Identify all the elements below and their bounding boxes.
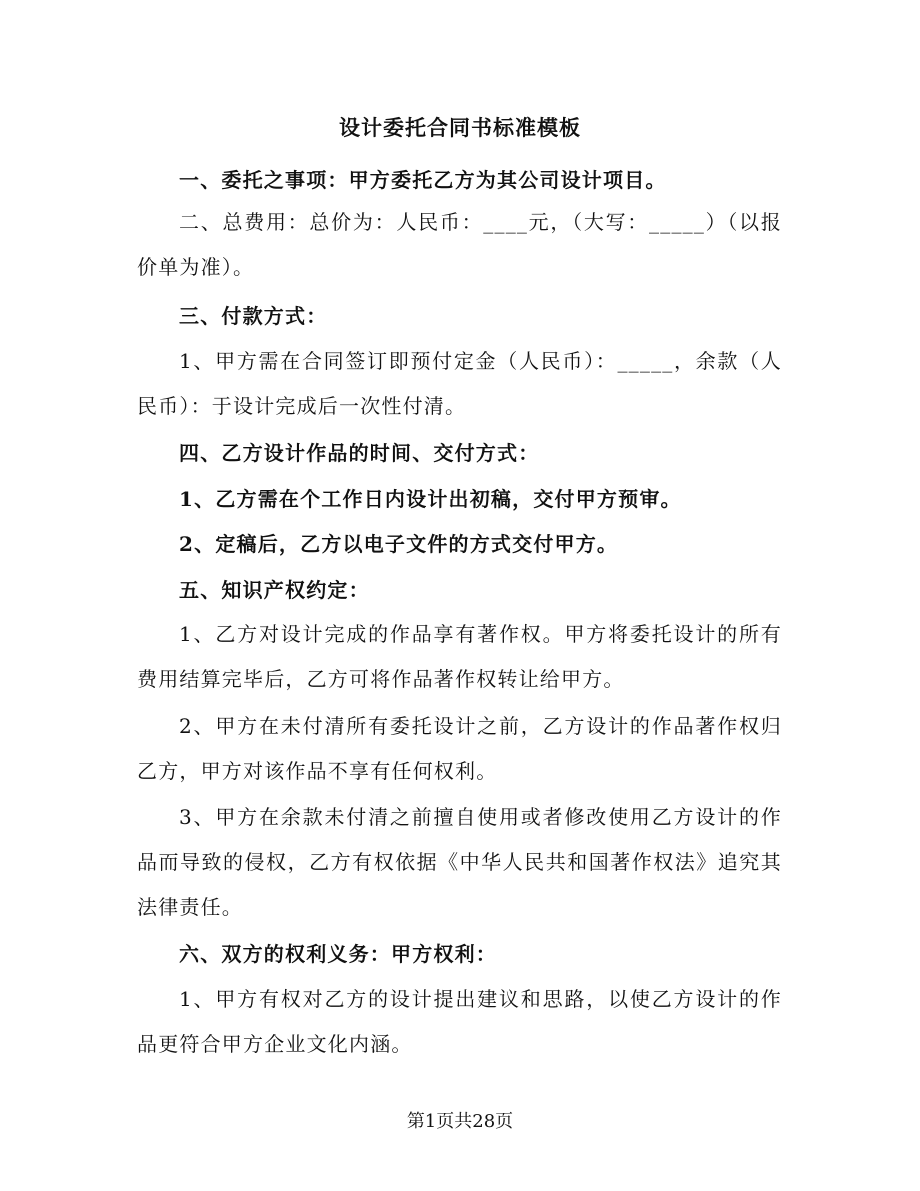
paragraph-section-3: 三、付款方式：: [179, 304, 328, 328]
paragraph-section-1: 一、委托之事项：甲方委托乙方为其公司设计项目。: [179, 168, 667, 192]
paragraph-section-5: 五、知识产权约定：: [179, 578, 370, 602]
paragraph-6-item-1: 1、甲方有权对乙方的设计提出建议和思路，以使乙方设计的作品更符合甲方企业文化内涵。: [137, 987, 782, 1056]
paragraph-section-6: 六、双方的权利义务：甲方权利：: [179, 942, 497, 966]
paragraph-5-item-2: 2、甲方在未付清所有委托设计之前，乙方设计的作品著作权归乙方，甲方对该作品不享有任何权利。: [137, 714, 782, 783]
paragraph-3-item-1: 1、甲方需在合同签订即预付定金（人民币）：_____，余款（人民币）：于设计完成后一次性付清。: [137, 349, 782, 418]
document-title: 设计委托合同书标准模板: [339, 115, 581, 140]
paragraph-5-item-3: 3、甲方在余款未付清之前擅自使用或者修改使用乙方设计的作品而导致的侵权，乙方有权依据《中华人民共和国著作权法》追究其法律责任。: [137, 805, 782, 919]
paragraph-section-2: 二、总费用：总价为：人民币：____元，（大写：_____）（以报价单为准）。: [137, 210, 782, 279]
page-number-footer: 第1页共28页: [406, 1111, 514, 1132]
paragraph-4-item-2: 2、定稿后，乙方以电子文件的方式交付甲方。: [179, 532, 619, 556]
paragraph-section-4: 四、乙方设计作品的时间、交付方式：: [179, 441, 540, 465]
paragraph-4-item-1: 1、乙方需在个工作日内设计出初稿，交付甲方预审。: [179, 487, 682, 511]
paragraph-5-item-1: 1、乙方对设计完成的作品享有著作权。甲方将委托设计的所有费用结算完毕后，乙方可将作品著作权转让给甲方。: [137, 622, 782, 691]
